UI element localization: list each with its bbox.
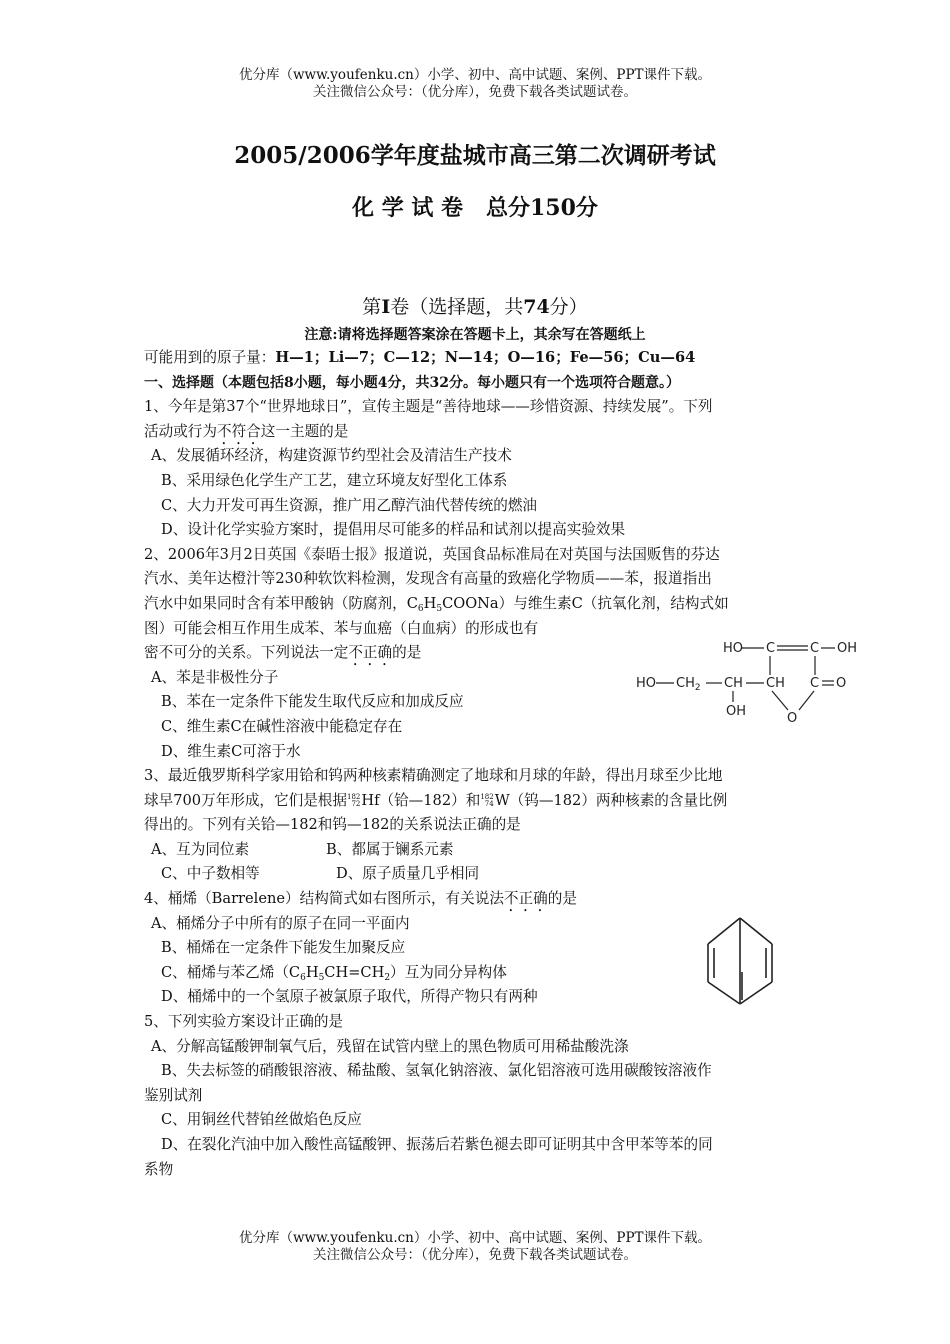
q3-w: W（钨—182）两种核素的含量比例 [494,791,728,809]
q3-stem-line3: 得出的。下列有关铪—182和钨—182的关系说法正确的是 [144,816,521,834]
q3-hf: Hf（铪—182）和 [361,791,481,809]
q2-stem-line2: 汽水、美年达橙汁等230种软饮料检测，发现含有高量的致癌化学物质——苯，报道指出 [144,570,712,588]
q2-sub5: 5 [436,603,443,614]
section-points: 74 [523,296,550,318]
q1-option-d: D、设计化学实验方案时，提倡用尽可能多的样品和试剂以提高实验效果 [161,521,626,539]
vitc-o-double: O [836,676,847,691]
vitc-ch2 [676,676,701,693]
q2-line3-b: COONa）与维生素C（抗氧化剂，结构式如 [442,594,729,612]
vitc-c-right: C [810,641,820,656]
q1-emphasis: 不符合 [216,422,261,440]
q4-stem-b: 的是 [547,890,577,908]
q4-c-sub5: 5 [318,972,325,983]
q2-sub6: 6 [417,603,424,614]
exam-title: 2005/2006学年度盐城市高三第二次调研考试 [234,142,716,169]
q4-c-b: CH=CH [324,963,385,981]
q2-emphasis: 不正确 [348,644,393,662]
q3-options-ab [144,838,809,863]
section-heading [0,292,950,319]
q3-option-d: D、原子质量几乎相同 [336,865,480,883]
section-suffix: 分） [549,296,588,318]
q5-option-d-line2: 系物 [144,1160,174,1178]
exam-subtitle: 化 学 试 卷 总分150分 [352,195,598,221]
atomic-masses [144,346,809,371]
atomic-masses-values: H—1；Li—7；C—12；N—14；O—16；Fe—56；Cu—64 [275,349,696,366]
q5-option-a: A、分解高锰酸钾制氧气后，残留在试管内壁上的黑色物质可用稀盐酸洗涤 [151,1037,629,1055]
q1-option-a: A、发展循环经济，构建资源节约型社会及清洁生产技术 [151,447,512,465]
q1-option-b: B、采用绿色化学生产工艺，建立环境友好型化工体系 [161,471,508,489]
q3-option-b: B、都属于镧系元素 [326,840,454,858]
vitc-ch: CH [724,676,743,691]
vitc-c-left: C [766,641,776,656]
q2-option-a: A、苯是非极性分子 [151,668,279,686]
q4-c-a: C、桶烯与苯乙烯（C [161,963,301,981]
page-header [0,67,950,101]
vitc-ch2-sub: 2 [694,683,701,693]
atomic-masses-label: 可能用到的原子量： [144,349,276,366]
vitc-ho-top: HO [723,641,744,656]
q2-stem-line1: 2、2006年3月2日英国《泰晤士报》报道说，英国食品标准局在对英国与法国贩售的芬达 [144,545,720,563]
q5-stem: 5、下列实验方案设计正确的是 [144,1013,344,1031]
footer-line-2: 关注微信公众号：（优分库），免费下载各类试题试卷。 [313,1247,637,1263]
vitc-oh-bottom: OH [726,704,747,719]
q4-stem-a: 4、桶烯（Barrelene）结构简式如右图所示，有关说法 [144,890,504,908]
q1-stem-text: 活动或行为 [144,422,217,440]
q2-stem-line4: 图）可能会相互作用生成苯、苯与血癌（白血病）的形成也有 [144,619,539,637]
hf-z: 72 [351,799,361,808]
q2-line5-b: 的是 [392,644,422,662]
q1-stem-tail: 这一主题的是 [260,422,349,440]
q2-line3-a: 汽水中如果同时含有苯甲酸钠（防腐剂，C [144,594,418,612]
q2-stem-line3 [144,592,809,617]
vitamin-c-structure [630,628,870,728]
q1-stem-line2 [144,420,809,445]
vitc-ho-left: HO [636,676,657,691]
q3-option-c: C、中子数相等 [161,865,260,883]
vitc-c-carbonyl: C [810,676,820,691]
vitc-ch2-label: CH [676,676,695,691]
q3-options-cd [144,862,809,887]
q3-line2-a: 球早700万年形成，它们是根据 [144,791,347,809]
q4-option-b: B、桶烯在一定条件下能发生加聚反应 [161,939,406,957]
q4-c-c: ）互为同分异构体 [390,963,507,981]
part1-heading: 一、选择题（本题包括8小题，每小题4分，共32分。每小题只有一个选项符合题意。） [144,374,680,391]
q4-emphasis: 不正确 [503,890,548,908]
hf-mass: 182 [346,792,361,801]
w-mass: 182 [480,792,494,801]
footer-line-1: 优分库（www.youfenku.cn）小学、初中、高中试题、案例、PPT课件下载。 [238,1230,712,1246]
q5-option-b-line1: B、失去标签的硝酸银溶液、稀盐酸、氢氧化钠溶液、氯化铝溶液可选用碳酸铵溶液作 [161,1062,712,1080]
q2-line3-h: H [423,594,437,612]
hf-isotope [347,794,360,808]
vitc-ch-ring: CH [766,676,785,691]
section-prefix: 第 [362,296,382,318]
barrelene-structure [700,912,780,1012]
vitc-oh-top: OH [837,641,858,656]
vitc-o-ring: O [787,711,798,726]
w-isotope [480,794,493,808]
q5-option-d-line1: D、在裂化汽油中加入酸性高锰酸钾、振荡后若紫色褪去即可证明其中含甲苯等苯的同 [161,1136,713,1153]
q5-option-c: C、用铜丝代替铂丝做焰色反应 [161,1111,362,1129]
q1-option-c: C、大力开发可再生资源，推广用乙醇汽油代替传统的燃油 [161,496,538,514]
q4-c-sub6: 6 [300,972,306,983]
page-footer [0,1230,950,1264]
q2-option-b: B、苯在一定条件下能发生取代反应和加成反应 [161,693,464,711]
q5-option-b-line2: 鉴别试剂 [144,1086,203,1104]
q2-option-d: D、维生素C可溶于水 [161,742,301,760]
q4-option-a: A、桶烯分子中所有的原子在同一平面内 [151,914,410,932]
q4-option-d: D、桶烯中的一个氢原子被氯原子取代，所得产物只有两种 [161,988,538,1006]
q3-option-a: A、互为同位素 [151,840,250,858]
section-mid: 卷（选择题，共 [390,296,524,318]
q3-stem-line2 [144,789,809,814]
header-line-2: 关注微信公众号：（优分库），免费下载各类试题试卷。 [313,84,637,100]
answer-note: 注意:请将选择题答案涂在答题卡上，其余写在答题纸上 [304,327,646,343]
q4-c-h: H [305,963,319,981]
section-roman: I [381,296,391,318]
w-z: 74 [484,799,494,808]
header-line-1: 优分库（www.youfenku.cn）小学、初中、高中试题、案例、PPT课件下载。 [238,67,712,83]
q4-stem [144,887,809,912]
q1-stem-line1: 1、今年是第37个“世界地球日”，宣传主题是“善待地球——珍惜资源、持续发展”。下列 [144,398,713,416]
q3-stem-line1: 3、最近俄罗斯科学家用铪和钨两种核素精确测定了地球和月球的年龄，得出月球至少比地 [144,767,723,785]
q2-option-c: C、维生素C在碱性溶液中能稳定存在 [161,717,403,735]
q2-line5-a: 密不可分的关系。下列说法一定 [144,644,349,662]
q4-c-sub2: 2 [384,972,391,983]
exam-body [144,346,809,1182]
